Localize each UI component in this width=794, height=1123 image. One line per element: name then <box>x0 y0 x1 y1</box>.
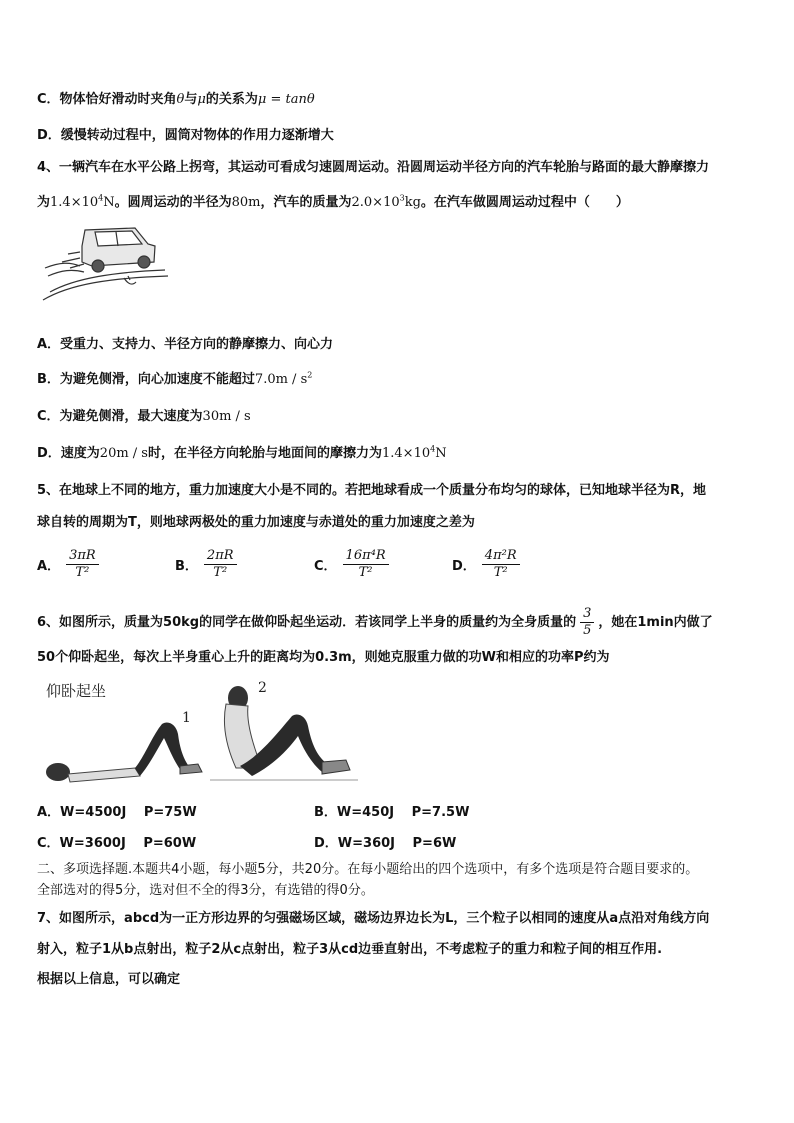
q5-option-d: D． $\frac{\text{4π²R}}{\text{T²}}$ <box>452 548 520 581</box>
q6-option-d: D．W=360J P=6W <box>314 836 457 851</box>
q4-stem-line2: 为$1.4\times 10^4N$。圆周运动的半径为80m，汽车的质量为$2.0\times 10^3kg$。在汽车做圆周运动过程中（ ） <box>37 193 629 210</box>
q4-option-c: C．为避免侧滑，最大速度为30m / s <box>37 409 251 424</box>
q5-option-b: B． $\frac{2\pi R}{\text{T²}}$ <box>175 548 237 581</box>
q3-option-d: D．缓慢转动过程中，圆筒对物体的作用力逐渐增大 <box>37 128 334 143</box>
q7-stem-line1: 7、如图所示，abcd为一正方形边界的匀强磁场区域，磁场边界边长为L，三个粒子以相同的速度从a点沿对角线方向 <box>37 911 710 926</box>
situp-figure-label-1: 1 <box>182 710 191 726</box>
q4-option-a: A．受重力、支持力、半径方向的静摩擦力、向心力 <box>37 337 334 352</box>
q4-option-b: B．为避免侧滑，向心加速度不能超过$7.0m / s^2$ <box>37 370 313 387</box>
q7-stem-line3: 根据以上信息，可以确定 <box>37 972 181 987</box>
q5-option-a-fraction: $\frac{3\pi R}{\text{T²}}$ <box>66 548 99 581</box>
q5-option-b-fraction: $\frac{2\pi R}{\text{T²}}$ <box>204 548 237 581</box>
q5-option-c-fraction: $\frac{\text{16π⁴R}}{\text{T²}}$ <box>343 548 389 581</box>
q5-stem-line1: 5、在地球上不同的地方，重力加速度大小是不同的。若把地球看成一个质量分布均匀的球体，已知地球半径为R，地 <box>37 483 707 498</box>
q5-option-d-fraction: $\frac{\text{4π²R}}{\text{T²}}$ <box>482 548 520 581</box>
car-turning-figure <box>40 222 172 304</box>
situp-figure-caption: 仰卧起坐 <box>46 682 107 700</box>
q6-option-c: C．W=3600J P=60W <box>37 836 197 851</box>
q6-option-b: B．W=450J P=7.5W <box>314 805 470 820</box>
q3-option-c: C．物体恰好滑动时夹角θ与μ的关系为μ = tanθ <box>37 92 315 107</box>
q4-stem-line1: 4、一辆汽车在水平公路上拐弯，其运动可看成匀速圆周运动。沿圆周运动半径方向的汽车轮胎与路面的最大静摩擦力 <box>37 160 710 175</box>
q5-option-a: A． $\frac{3\pi R}{\text{T²}}$ <box>37 548 99 581</box>
situp-figure-label-2: 2 <box>258 680 267 696</box>
situp-figure <box>40 676 360 792</box>
q6-stem-line1: 6、如图所示，质量为50kg的同学在做仰卧起坐运动．若该同学上半身的质量约为全身质量的 $\frac{3}{5}$ ，她在1min内做了 <box>37 606 713 638</box>
section2-header-line2: 全部选对的得5分，选对但不全的得3分，有选错的得0分。 <box>37 883 374 898</box>
q6-mass-fraction: $\frac{3}{5}$ <box>580 606 594 639</box>
section2-header-line1: 二、多项选择题.本题共4小题，每小题5分，共20分。在每小题给出的四个选项中，有多个选项是符合题目要求的。 <box>37 862 699 877</box>
q5-option-c: C． $\frac{\text{16π⁴R}}{\text{T²}}$ <box>314 548 389 581</box>
q6-option-a: A．W=4500J P=75W <box>37 805 197 820</box>
q4-option-d: D．速度为20m / s时，在半径方向轮胎与地面间的摩擦力为$1.4\times 10^4N$ <box>37 444 447 461</box>
q5-stem-line2: 球自转的周期为T，则地球两极处的重力加速度与赤道处的重力加速度之差为 <box>37 515 475 530</box>
q7-stem-line2: 射入，粒子1从b点射出，粒子2从c点射出，粒子3从cd边垂直射出，不考虑粒子的重力和粒子间的相互作用. <box>37 942 663 957</box>
q6-stem-line2: 50个仰卧起坐，每次上半身重心上升的距离均为0.3m，则她克服重力做的功W和相应的功率P约为 <box>37 650 610 665</box>
